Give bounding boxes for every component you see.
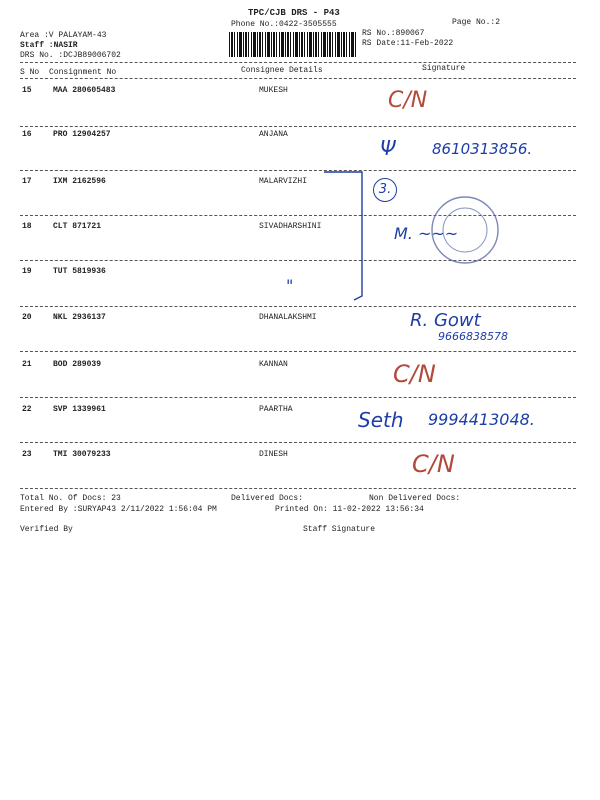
- table-row: [0, 177, 600, 189]
- divider: [20, 351, 576, 352]
- handwritten-cn: C/N: [412, 450, 455, 478]
- divider: [20, 62, 576, 63]
- phone-number: Phone No.:0422-3505555: [231, 20, 337, 29]
- row-number: 15: [22, 86, 32, 95]
- consignee-name: MUKESH: [259, 86, 288, 95]
- table-row: [0, 313, 600, 325]
- divider: [20, 397, 576, 398]
- rs-date: RS Date:11-Feb-2022: [362, 39, 454, 48]
- row-number: 23: [22, 450, 32, 459]
- handwritten-signature: Ψ: [380, 136, 396, 160]
- divider: [20, 306, 576, 307]
- handwritten-phone: 8610313856.: [432, 140, 533, 158]
- table-row: [0, 222, 600, 234]
- consignment-number: CLT 871721: [53, 222, 102, 231]
- consignment-number: NKL 2936137: [53, 313, 106, 322]
- handwritten-phone: 9994413048.: [428, 410, 535, 429]
- ditto-mark: ": [286, 276, 294, 295]
- row-number: 18: [22, 222, 32, 231]
- consignee-name: DHANALAKSHMI: [259, 313, 317, 322]
- page-number: Page No.:2: [452, 18, 501, 27]
- col-consignment: Consignment No: [49, 68, 117, 77]
- handwritten-signature: M. ~~~: [394, 224, 459, 243]
- consignee-name: SIVADHARSHINI: [259, 222, 322, 231]
- printed-on: Printed On: 11-02-2022 13:56:34: [275, 505, 424, 514]
- handwritten-signature: R. Gowt: [410, 310, 481, 331]
- drs-number: DRS No. :DCJB89006702: [20, 51, 121, 60]
- rs-number: RS No.:890067: [362, 29, 425, 38]
- consignee-name: MALARVIZHI: [259, 177, 308, 186]
- handwritten-phone: 9666838578: [438, 330, 508, 343]
- divider: [20, 78, 576, 79]
- handwritten-cn: C/N: [388, 88, 428, 113]
- delivered-docs: Delivered Docs:: [231, 494, 304, 503]
- consignment-number: PRO 12904257: [53, 130, 111, 139]
- consignee-name: KANNAN: [259, 360, 288, 369]
- row-number: 20: [22, 313, 32, 322]
- staff-signature: Staff Signature: [303, 525, 376, 534]
- circled-mark-text: 3.: [378, 182, 392, 197]
- circled-mark: [373, 178, 397, 202]
- verified-by: Verified By: [20, 525, 73, 534]
- row-number: 22: [22, 405, 32, 414]
- row-number: 16: [22, 130, 32, 139]
- consignment-number: SVP 1339961: [53, 405, 106, 414]
- divider: [20, 442, 576, 443]
- divider: [20, 126, 576, 127]
- consignment-number: TUT 5819936: [53, 267, 106, 276]
- handwritten-cn: C/N: [393, 360, 436, 388]
- table-row: [0, 86, 600, 98]
- bracket-line: [318, 164, 368, 306]
- table-row: [0, 267, 600, 279]
- col-consignee: Consignee Details: [241, 66, 323, 75]
- area-label: Area :V PALAYAM-43: [20, 31, 107, 40]
- barcode: [229, 32, 356, 57]
- row-number: 21: [22, 360, 32, 369]
- table-row: [0, 360, 600, 372]
- entered-by: Entered By :SURYAP43 2/11/2022 1:56:04 PM: [20, 505, 217, 514]
- row-number: 19: [22, 267, 32, 276]
- consignee-name: ANJANA: [259, 130, 288, 139]
- consignment-number: MAA 280605483: [53, 86, 116, 95]
- staff-label: Staff :NASIR: [20, 41, 78, 50]
- divider: [20, 170, 576, 171]
- col-sno: S No: [20, 68, 40, 77]
- consignee-name: PAARTHA: [259, 405, 293, 414]
- table-row: [0, 450, 600, 462]
- total-docs: Total No. Of Docs: 23: [20, 494, 121, 503]
- col-signature: Signature: [422, 64, 466, 73]
- doc-title: TPC/CJB DRS - P43: [248, 8, 340, 18]
- non-delivered-docs: Non Delivered Docs:: [369, 494, 461, 503]
- consignment-number: BOD 289039: [53, 360, 102, 369]
- consignment-number: IXM 2162596: [53, 177, 106, 186]
- row-number: 17: [22, 177, 32, 186]
- handwritten-signature: Seth: [358, 408, 404, 432]
- divider: [20, 488, 576, 489]
- consignee-name: DINESH: [259, 450, 288, 459]
- consignment-number: TMI 30079233: [53, 450, 111, 459]
